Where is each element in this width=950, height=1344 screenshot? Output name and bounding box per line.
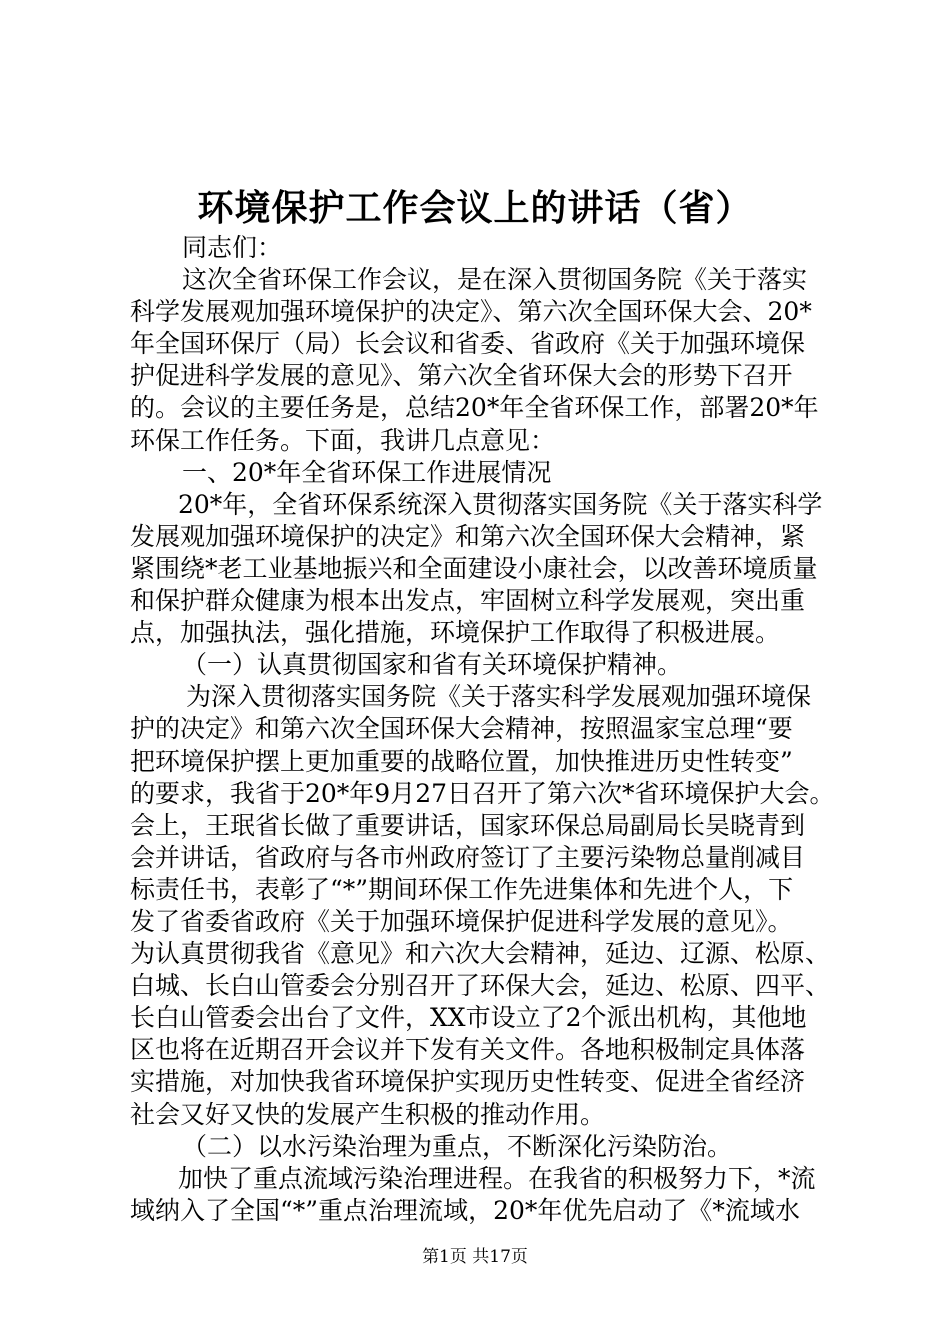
body-line: 环保工作任务。下面，我讲几点意见： [130,425,556,455]
body-line: 护的决定》和第六次全国环保大会精神，按照温家宝总理“要 [130,714,793,744]
body-line: 会上，王珉省长做了重要讲话，国家环保总局副局长吴晓青到 [130,810,806,840]
body-line: 为认真贯彻我省《意见》和六次大会精神，延边、辽源、松原、 [130,939,831,969]
body-line: 为深入贯彻落实国务院《关于落实科学发展观加强环境保 [186,682,812,712]
body-line: 长白山管委会出台了文件，XX市设立了2个派出机构，其他地 [130,1003,807,1033]
body-line: 的要求，我省于20*年9月27日召开了第六次*省环境保护大会。 [130,778,835,808]
page-number-footer: 第1页 共17页 [422,1247,528,1267]
body-line: 紧围绕*老工业基地振兴和全面建设小康社会，以改善环境质量 [130,553,818,583]
body-line: 白城、长白山管委会分别召开了环保大会，延边、松原、四平、 [130,971,831,1001]
document-title: 环境保护工作会议上的讲话（省） [197,187,753,229]
body-line: 护促进科学发展的意见》、第六次全省环保大会的形势下召开 [130,361,793,391]
salutation: 同志们： [182,233,283,262]
subsection-heading: （一）认真贯彻国家和省有关环境保护精神。 [182,650,683,680]
body-line: 实措施，对加快我省环境保护实现历史性转变、促进全省经济 [130,1067,806,1097]
body-line: 和保护群众健康为根本出发点，牢固树立科学发展观，突出重 [130,586,806,616]
section-heading: 一、20*年全省环保工作进展情况 [182,457,552,487]
body-line: 会并讲话，省政府与各市州政府签订了主要污染物总量削减目 [130,842,806,872]
body-line: 把环境保护摆上更加重要的战略位置，加快推进历史性转变” [130,746,793,776]
body-line: 点，加强执法，强化措施，环境保护工作取得了积极进展。 [130,618,781,648]
body-line: 科学发展观加强环境保护的决定》、第六次全国环保大会、20* [130,297,812,327]
body-line: 区也将在近期召开会议并下发有关文件。各地积极制定具体落 [130,1035,806,1065]
body-line: 域纳入了全国“*”重点治理流域，20*年优先启动了《*流域水 [130,1195,800,1225]
body-line: 这次全省环保工作会议，是在深入贯彻国务院《关于落实 [182,265,808,295]
body-line: 20*年，全省环保系统深入贯彻落实国务院《关于落实科学 [178,489,823,519]
body-line: 标责任书，表彰了“*”期间环保工作先进集体和先进个人，下 [130,874,794,904]
subsection-heading: （二）以水污染治理为重点，不断深化污染防治。 [182,1131,733,1161]
body-line: 发了省委省政府《关于加强环境保护促进科学发展的意见》。 [130,906,793,936]
body-line: 社会又好又快的发展产生积极的推动作用。 [130,1099,606,1129]
body-line: 发展观加强环境保护的决定》和第六次全国环保大会精神，紧 [130,521,806,551]
body-line: 加快了重点流域污染治理进程。在我省的积极努力下，*流 [178,1163,816,1193]
document-body [130,232,835,1227]
body-line: 年全国环保厅（局）长会议和省委、省政府《关于加强环境保 [130,329,806,359]
body-line: 的。会议的主要任务是，总结20*年全省环保工作，部署20*年 [130,393,819,423]
